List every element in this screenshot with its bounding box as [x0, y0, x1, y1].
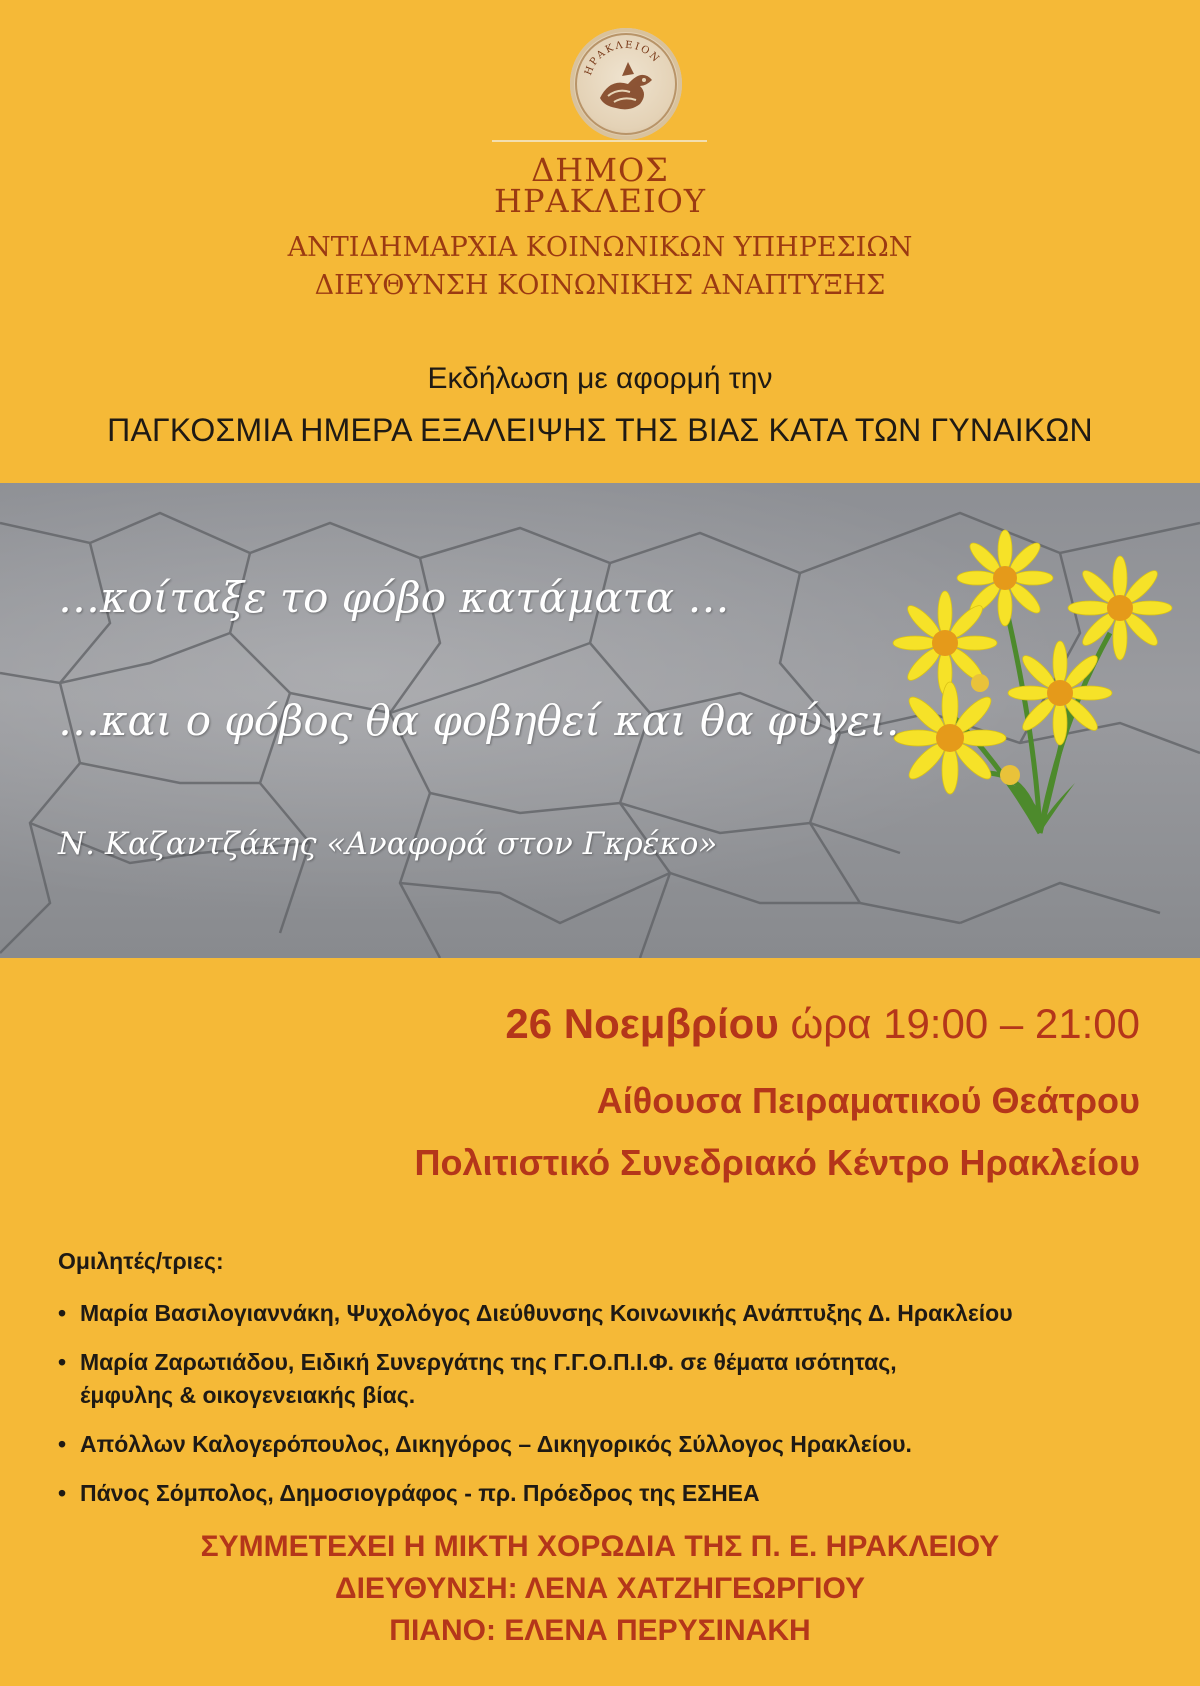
logo-text: ΗΡΑΚΛΕΙΟΝ — [583, 39, 663, 78]
municipality-logo — [570, 28, 682, 140]
org-name-line1: ΔΗΜΟΣ — [531, 151, 669, 189]
event-theme: ΠΑΓΚΟΣΜΙΑ ΗΜΕΡΑ ΕΞΑΛΕΙΨΗΣ ΤΗΣ ΒΙΑΣ ΚΑΤΑ ΤΩΝ ΓΥΝΑΙΚΩΝ — [107, 412, 1093, 448]
venue-line1: Αίθουσα Πειραματικού Θεάτρου — [596, 1080, 1140, 1121]
speaker-text: Μαρία Βασιλογιαννάκη, Ψυχολόγος Διεύθυνσης Κοινωνικής Ανάπτυξης Δ. Ηρακλείου — [80, 1300, 1013, 1326]
speaker-text: Απόλλων Καλογερόπουλος, Δικηγόρος – Δικηγορικός Σύλλογος Ηρακλείου. — [80, 1431, 912, 1457]
quote-line1: …κοίταξε το φόβο κατάματα … — [58, 573, 730, 622]
choir-piano: ΠΙΑΝΟ: ΕΛΕΝΑ ΠΕΡΥΣΙΝΑΚΗ — [389, 1614, 811, 1647]
department-line2: ΔΙΕΥΘΥΝΣΗ ΚΟΙΝΩΝΙΚΗΣ ΑΝΑΠΤΥΞΗΣ — [314, 270, 886, 301]
logo-divider — [492, 140, 707, 142]
choir-conductor: ΔΙΕΥΘΥΝΣΗ: ΛΕΝΑ ΧΑΤΖΗΓΕΩΡΓΙΟΥ — [335, 1572, 865, 1605]
cracked-earth-photo — [0, 483, 1200, 958]
org-name-line2: ΗΡΑΚΛΕΙΟΥ — [494, 182, 706, 220]
choir-line1: ΣΥΜΜΕΤΕΧΕΙ Η ΜΙΚΤΗ ΧΟΡΩΔΙΑ ΤΗΣ Π. Ε. ΗΡΑΚΛΕΙΟΥ — [200, 1530, 1000, 1563]
speaker-text-continued: έμφυλης & οικογενειακής βίας. — [80, 1382, 416, 1408]
speaker-text: Πάνος Σόμπολος, Δημοσιογράφος - πρ. Πρόεδρος της ΕΣΗΕΑ — [80, 1480, 760, 1506]
speaker-text: Μαρία Ζαρωτιάδου, Ειδική Συνεργάτης της Γ.Γ.Ο.Π.Ι.Φ. σε θέματα ισότητας, — [80, 1349, 897, 1375]
quote-line2: …και ο φόβος θα φοβηθεί και θα φύγει. — [58, 696, 900, 745]
speaker-item — [58, 1346, 1158, 1412]
quote-attribution: Ν. Καζαντζάκης «Αναφορά στον Γκρέκο» — [58, 826, 718, 862]
speaker-item — [58, 1428, 1158, 1461]
bullet-icon: • — [58, 1480, 67, 1506]
event-datetime — [0, 1000, 1140, 1048]
speakers-section — [58, 1248, 1158, 1526]
bullet-icon: • — [58, 1431, 67, 1457]
event-date: 26 Νοεμβρίου — [505, 1000, 779, 1047]
logo-emblem-icon — [570, 28, 682, 140]
event-time: ώρα 19:00 – 21:00 — [790, 1000, 1140, 1047]
speaker-item — [58, 1477, 1158, 1510]
venue-line2: Πολιτιστικό Συνεδριακό Κέντρο Ηρακλείου — [414, 1142, 1140, 1183]
department-line1: ΑΝΤΙΔΗΜΑΡΧΙΑ ΚΟΙΝΩΝΙΚΩΝ ΥΠΗΡΕΣΙΩΝ — [287, 232, 913, 263]
speakers-title: Ομιλητές/τριες: — [58, 1248, 224, 1274]
bullet-icon: • — [58, 1300, 67, 1326]
bullet-icon: • — [58, 1349, 67, 1375]
intro-line1: Εκδήλωση με αφορμή την — [427, 362, 773, 395]
speaker-item — [58, 1297, 1158, 1330]
